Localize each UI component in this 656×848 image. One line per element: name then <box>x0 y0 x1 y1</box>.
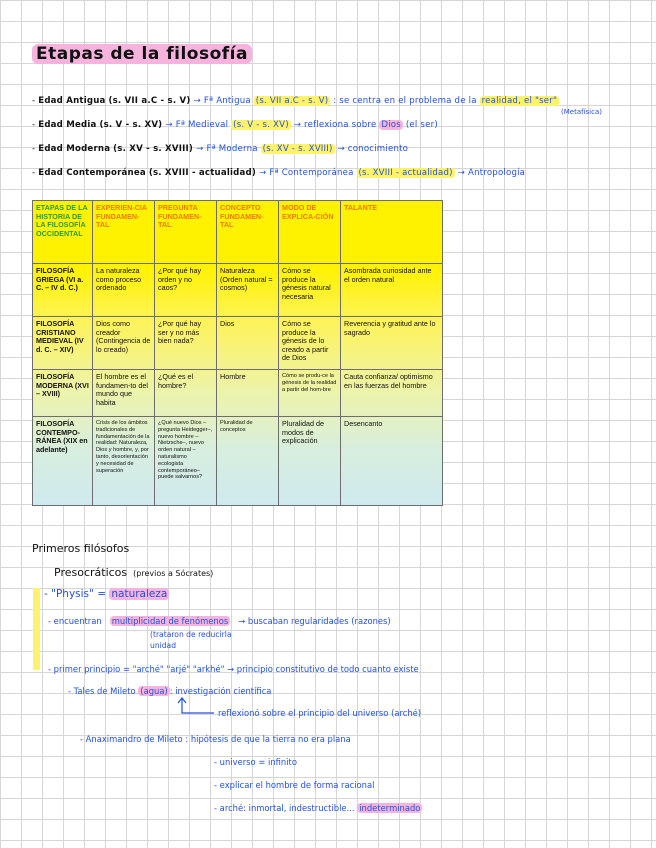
table-cell: Desencanto <box>341 417 443 506</box>
table-cell: Cauta confianza/ optimismo en las fuerzas del hombre <box>341 370 443 417</box>
subsection-title: Presocráticos (previos a Sócrates) <box>54 566 214 579</box>
table-cell: Cómo se produce la génesis de lo creado a partir de Dios <box>279 317 341 370</box>
table-row <box>33 264 443 317</box>
section-title: Primeros filósofos <box>32 542 130 555</box>
anaximandro-line: - Anaximandro de Mileto : hipótesis de que la tierra no era plana <box>80 734 351 744</box>
table-cell: Pluralidad de modos de explicación <box>279 417 341 506</box>
arche-line: - arché: inmortal, indestructible... indeterminado <box>214 803 421 813</box>
table-header: TALANTE <box>341 201 443 264</box>
table-header: PREGUNTA FUNDAMEN-TAL <box>155 201 217 264</box>
table-header: ETAPAS DE LA HISTORIA DE LA FILOSOFÍA OCCIDENTAL <box>33 201 93 264</box>
table-cell: ¿Por qué hay orden y no caos? <box>155 264 217 317</box>
reducir-line-1: (trataron de reducirla <box>150 630 232 639</box>
era-line-contemporanea: - Edad Contemporánea (s. XVIII - actualidad) → Fª Contemporánea (s. XVIII - actualidad) → Antropología <box>32 168 526 178</box>
table-header-row <box>33 201 443 264</box>
table-header: MODO DE EXPLICA-CIÓN <box>279 201 341 264</box>
physis-line: - "Physis" = naturaleza <box>44 588 168 600</box>
era-line-media: - Edad Media (s. V - s. XV) → Fª Medieval (s. V - s. XV) → reflexiona sobre Dios (el ser) <box>32 120 438 130</box>
table-cell: Hombre <box>217 370 279 417</box>
table-cell: FILOSOFÍA GRIEGA (VI a. C. – IV d. C.) <box>33 264 93 317</box>
table-cell: La naturaleza como proceso ordenado <box>93 264 155 317</box>
table-cell: Dios como creador (Contingencia de lo creado) <box>93 317 155 370</box>
explicar-line: - explicar el hombre de forma racional <box>214 780 375 790</box>
table-cell: El hombre es el fundamen-to del mundo que habita <box>93 370 155 417</box>
table-cell: Naturaleza (Orden natural = cosmos) <box>217 264 279 317</box>
yellow-margin-highlight <box>33 588 40 670</box>
table-row <box>33 417 443 506</box>
era-line-antigua: - Edad Antigua (s. VII a.C - s. V) → Fª Antigua (s. VII a.C - s. V) : se centra en el problema de la realidad, el "ser" <box>32 96 558 106</box>
table-cell: Pluralidad de conceptos <box>217 417 279 506</box>
table-cell: Asombrada curiosidad ante el orden natural <box>341 264 443 317</box>
table-row <box>33 370 443 417</box>
table-cell: FILOSOFÍA CRISTIANO MEDIEVAL (IV d. C. – XIV) <box>33 317 93 370</box>
table-cell: FILOSOFÍA MODERNA (XVI – XVIII) <box>33 370 93 417</box>
reflexiona-line: reflexionó sobre el principio del universo (arché) <box>218 708 422 718</box>
table-cell: Crisis de los ámbitos tradicionales de fundamentación de la realidad: Naturaleza, Dios y hombre, y, por tanto, desorientación y necesidad de superación <box>93 417 155 506</box>
table-cell: Dios <box>217 317 279 370</box>
table-row <box>33 317 443 370</box>
era-line-moderna: - Edad Moderna (s. XV - s. XVIII) → Fª Moderna (s. XV - s. XVIII) → conocimiento <box>32 144 409 154</box>
table-header: CONCEPTO FUNDAMEN-TAL <box>217 201 279 264</box>
table-cell: Cómo se produ-ce la génesis de la realidad a partir del hom-bre <box>279 370 341 417</box>
metafisica-note: (Metafísica) <box>561 108 602 116</box>
universo-line: - universo = infinito <box>214 757 297 767</box>
table-cell: FILOSOFÍA CONTEMPO-RÁNEA (XIX en adelante) <box>33 417 93 506</box>
page-title: Etapas de la filosofía <box>32 44 252 64</box>
table-cell: ¿Por qué hay ser y no más bien nada? <box>155 317 217 370</box>
tales-line: - Tales de Mileto (agua) : investigación científica <box>68 686 272 696</box>
principio-line: - primer principio = "arché" "arjé" "arkhé" → principio constitutivo de todo cuanto existe <box>48 664 419 674</box>
table-cell: ¿Qué nuevo Dios –pregunta Heidegger–, nuevo hombre –Nietzsche–, nuevo orden natural –naturalismo ecologista contemporáneo– puede salvarnos? <box>155 417 217 506</box>
tales-arrow-icon <box>176 697 216 719</box>
table-header: EXPERIEN-CIA FUNDAMEN-TAL <box>93 201 155 264</box>
encuentran-line: - encuentran multiplicidad de fenómenos → buscaban regularidades (razones) <box>48 616 391 626</box>
reducir-line-2: unidad <box>150 641 177 650</box>
table-cell: ¿Qué es el hombre? <box>155 370 217 417</box>
table-cell: Reverencia y gratitud ante lo sagrado <box>341 317 443 370</box>
table-cell: Cómo se produce la génesis natural necesaria <box>279 264 341 317</box>
stages-table <box>32 200 443 506</box>
